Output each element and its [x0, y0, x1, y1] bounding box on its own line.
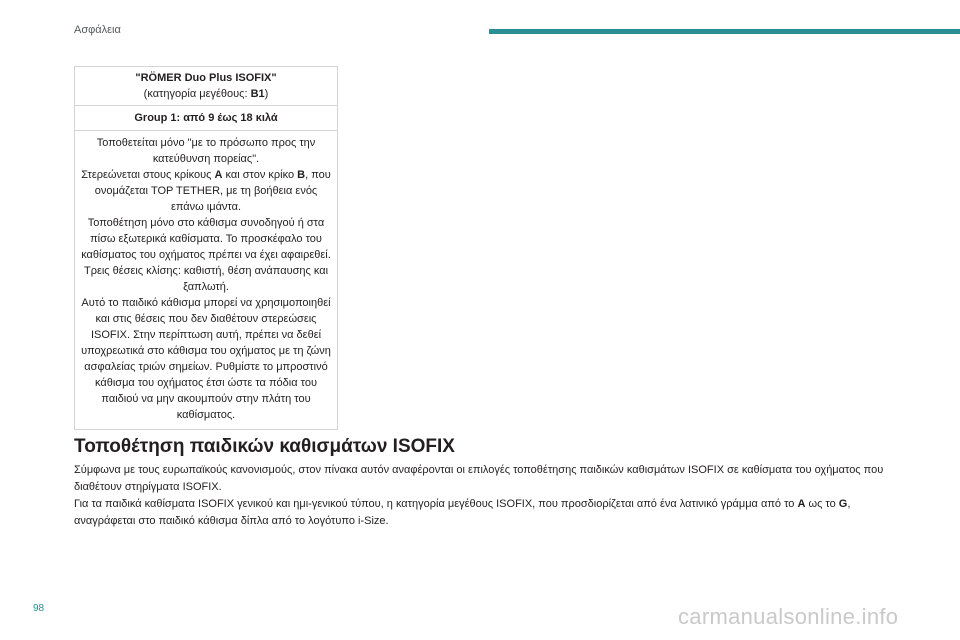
seat-group-cell: Group 1: από 9 έως 18 κιλά: [75, 106, 337, 131]
watermark: carmanualsonline.info: [678, 604, 899, 629]
p2-text-a: Στερεώνεται στους κρίκους: [81, 169, 215, 181]
description-p2: [81, 167, 331, 215]
child-seat-info-table: [74, 66, 338, 430]
body-paragraph-1: Σύμφωνα με τους ευρωπαϊκούς κανονισμούς, στον πίνακα αυτόν αναφέρονται οι επιλογές τοποθέτησης παιδικών καθισμάτων ISOFIX σε καθίσματα του οχήματος που διαθέτουν στηρίγματα ISOFIX.: [74, 464, 884, 493]
section-title: Τοποθέτηση παιδικών καθισμάτων ISOFIX: [74, 436, 455, 457]
p2-letter-a: A: [214, 169, 223, 181]
seat-name-cell: [75, 67, 337, 106]
seat-description-cell: [75, 131, 337, 429]
para2-letter-g: G: [838, 498, 848, 510]
header-accent-bar: [489, 29, 960, 34]
category-value: B1: [250, 88, 265, 100]
seat-category: [81, 86, 331, 102]
description-p4: Τρεις θέσεις κλίσης: καθιστή, θέση ανάπαυσης και ξαπλωτή.: [83, 265, 329, 293]
p2-letter-b: B: [297, 169, 306, 181]
para2-text-c: , αναγράφεται στο παιδικό κάθισμα δίπλα από το λογότυπο i-Size.: [74, 498, 851, 527]
p2-text-b: και στον κρίκο: [222, 169, 298, 181]
para2-text-a: Για τα παιδικά καθίσματα ISOFIX γενικού και ημι-γενικού τύπου, η κατηγορία μεγέθους ISOFIX, που προσδιορίζεται από ένα λατινικό γράμμα από το: [74, 498, 798, 510]
para2-letter-a: A: [797, 498, 806, 510]
p2-text-c: , που ονομάζεται TOP TETHER, με τη βοήθεια ενός επάνω ιμάντα.: [94, 169, 331, 213]
seat-name: "RÖMER Duo Plus ISOFIX": [135, 72, 277, 84]
section-header-title: Ασφάλεια: [74, 24, 121, 36]
description-p3: Τοποθέτηση μόνο στο κάθισμα συνοδηγού ή στα πίσω εξωτερικά καθίσματα. Το προσκέφαλο του καθίσματος του οχήματος πρέπει να έχει αφαιρεθεί.: [81, 217, 331, 261]
category-suffix: ): [264, 88, 269, 100]
page-number: 98: [33, 603, 45, 614]
description-p5: Αυτό το παιδικό κάθισμα μπορεί να χρησιμοποιηθεί και στις θέσεις που δεν διαθέτουν στερεώσεις ISOFIX. Στην περίπτωση αυτή, πρέπει να δεθεί υποχρεωτικά στο κάθισμα του οχήματος με τη ζώνη ασφαλείας τριών σημείων. Ρυθμίστε το μπροστινό κάθισμα του οχήματος έτσι ώστε τα πόδια του παιδιού να μην ακουμπούν στην πλάτη του καθίσματος.: [81, 297, 331, 421]
body-paragraph-2: [74, 496, 904, 530]
section-body: [74, 462, 904, 530]
description-p1: Τοποθετείται μόνο "με το πρόσωπο προς την κατεύθυνση πορείας".: [96, 137, 316, 165]
para2-text-b: ως το: [805, 498, 839, 510]
category-prefix: (κατηγορία μεγέθους:: [143, 88, 251, 100]
